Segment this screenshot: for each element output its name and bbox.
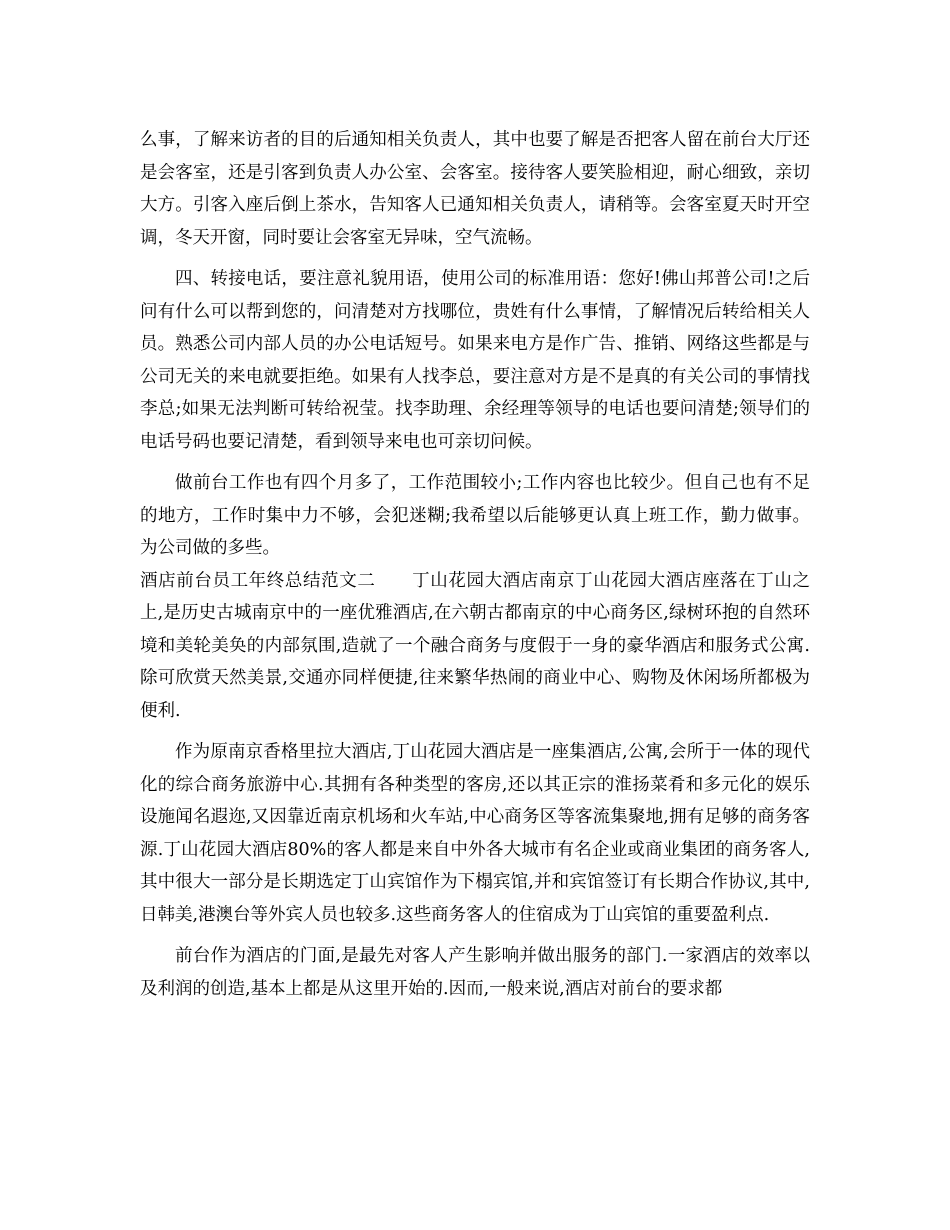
paragraph-1: 么事，了解来访者的目的后通知相关负责人，其中也要了解是否把客人留在前台大厅还是会客室，还是引客到负责人办公室、会客室。接待客人要笑脸相迎，耐心细致，亲切大方。引客入座后倒上茶水，告知客人已通知相关负责人，请稍等。会客室夏天时开空调，冬天开窗，同时要让会客室无异味，空气流畅。 bbox=[140, 130, 810, 248]
section-heading: 酒店前台员工年终总结范文二 bbox=[140, 570, 376, 591]
section-first-text: 丁山花园大酒店南京丁山花园大酒店座落在丁山之上,是历史古城南京中的一座优雅酒店,在六朝古都南京的中心商务区,绿树环抱的自然环境和美轮美奂的内部氛围,造就了一个融合商务与度假于一身的豪华酒店和服务式公寓.除可欣赏天然美景,交通亦同样便捷,往来繁华热闹的商业中心、购物及休闲场所都极为便利. bbox=[140, 570, 811, 721]
section-paragraph bbox=[140, 565, 810, 728]
paragraph-4: 作为原南京香格里拉大酒店,丁山花园大酒店是一座集酒店,公寓,会所于一体的现代化的综合商务旅游中心.其拥有各种类型的客房,还以其正宗的淮扬菜肴和多元化的娱乐设施闻名遐迩,又因靠近南京机场和火车站,中心商务区等客流集聚地,拥有足够的商务客源.丁山花园大酒店80%的客人都是来自中外各大城市有名企业或商业集团的商务客人,其中很大一部分是长期选定丁山宾馆作为下榻宾馆,并和宾馆签订有长期合作协议,其中,日韩美,港澳台等外宾人员也较多.这些商务客人的住宿成为丁山宾馆的重要盈利点. bbox=[140, 742, 810, 925]
paragraph-5: 前台作为酒店的门面,是最先对客人产生影响并做出服务的部门.一家酒店的效率以及利润的创造,基本上都是从这里开始的.因而,一般来说,酒店对前台的要求都 bbox=[140, 946, 810, 999]
paragraph-2: 四、转接电话，要注意礼貌用语，使用公司的标准用语：您好!佛山邦普公司!之后问有什么可以帮到您的，问清楚对方找哪位，贵姓有什么事情，了解情况后转给相关人员。熟悉公司内部人员的办公电话短号。如果来电方是作广告、推销、网络这些都是与公司无关的来电就要拒绝。如果有人找李总，要注意对方是不是真的有关公司的事情找李总;如果无法判断可转给祝莹。找李助理、余经理等领导的电话也要问清楚;领导们的电话号码也要记清楚，看到领导来电也可亲切问候。 bbox=[140, 269, 810, 452]
document-body bbox=[140, 124, 810, 1005]
paragraph-3: 做前台工作也有四个月多了，工作范围较小;工作内容也比较少。但自己也有不足的地方，工作时集中力不够，会犯迷糊;我希望以后能够更认真上班工作，勤力做事。为公司做的多些。 bbox=[140, 473, 810, 558]
